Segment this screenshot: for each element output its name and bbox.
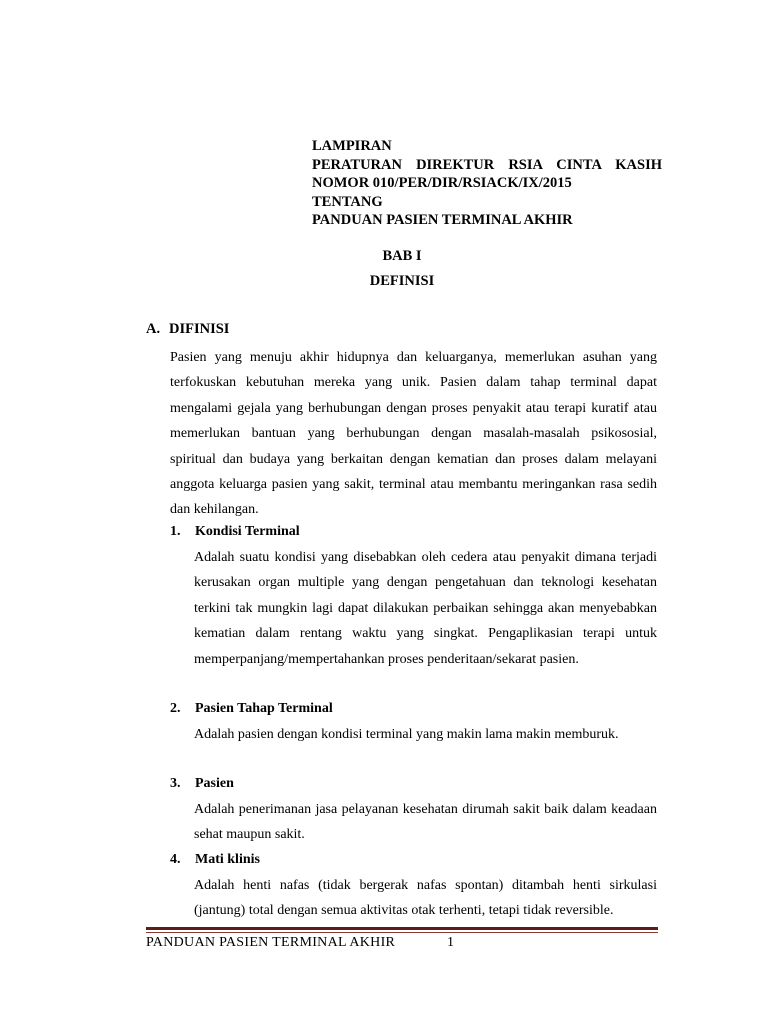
- header-subject: PANDUAN PASIEN TERMINAL AKHIR: [312, 212, 573, 229]
- item-body: Adalah henti nafas (tidak bergerak nafas spontan) ditambah henti sirkulasi (jantung) total dengan semua aktivitas otak terhenti, tetapi tidak reversible.: [194, 878, 657, 919]
- footer-rule: [146, 927, 658, 930]
- item-title: [170, 852, 260, 868]
- item-title: [170, 776, 234, 792]
- item-body: Adalah suatu kondisi yang disebabkan oleh cedera atau penyakit dimana terjadi kerusakan organ multiple yang dengan pengetahuan dan teknologi kesehatan terkini tak mungkin lagi dapat dilakukan perbaikan sehingga akan menyebabkan kematian dalam rentang waktu yang singkat. Pengaplikasian terapi untuk memperpanjang/mempertahankan proses penderitaan/sekarat pasien.: [194, 550, 657, 667]
- item-title: [170, 701, 333, 717]
- item-number: 3.: [170, 776, 181, 791]
- item-body: Adalah pasien dengan kondisi terminal yang makin lama makin memburuk.: [194, 727, 619, 742]
- header-lampiran: LAMPIRAN: [312, 138, 392, 154]
- footer-rule-thin: [146, 932, 658, 933]
- item-title-text: Pasien Tahap Terminal: [195, 701, 333, 716]
- header-tentang: TENTANG: [312, 193, 383, 210]
- chapter-title: DEFINISI: [369, 273, 435, 289]
- item-title: [170, 524, 300, 540]
- item-number: 1.: [170, 524, 181, 539]
- header-regulation: PERATURAN DIREKTUR RSIA CINTA KASIH: [312, 156, 662, 173]
- page-number: 1: [447, 935, 454, 950]
- section-heading: [146, 321, 229, 338]
- document-header: [312, 137, 662, 230]
- section-title: DIFINISI: [169, 321, 230, 337]
- footer-title: PANDUAN PASIEN TERMINAL AKHIR: [146, 935, 396, 950]
- item-title-text: Pasien: [195, 776, 234, 791]
- header-number: NOMOR 010/PER/DIR/RSIACK/IX/2015: [312, 175, 572, 192]
- item-title-text: Kondisi Terminal: [195, 524, 300, 539]
- item-number: 2.: [170, 701, 181, 716]
- section-letter: A.: [146, 321, 161, 337]
- section-paragraph: Pasien yang menuju akhir hidupnya dan keluarganya, memerlukan asuhan yang terfokuskan kebutuhan mereka yang unik. Pasien dalam tahap terminal dapat mengalami gejala yang berhubungan dengan proses penyakit atau terapi kuratif atau memerlukan bantuan yang berhubungan dengan masalah-masalah psikososial, spiritual dan budaya yang berkaitan dengan kematian dan proses dalam melayani anggota keluarga pasien yang sakit, terminal atau membantu meringankan rasa sedih dan kehilangan.: [170, 350, 657, 518]
- item-number: 4.: [170, 852, 181, 867]
- item-title-text: Mati klinis: [195, 852, 260, 867]
- chapter-number: BAB I: [382, 248, 422, 264]
- item-body: Adalah penerimanan jasa pelayanan kesehatan dirumah sakit baik dalam keadaan sehat maupun sakit.: [194, 802, 657, 843]
